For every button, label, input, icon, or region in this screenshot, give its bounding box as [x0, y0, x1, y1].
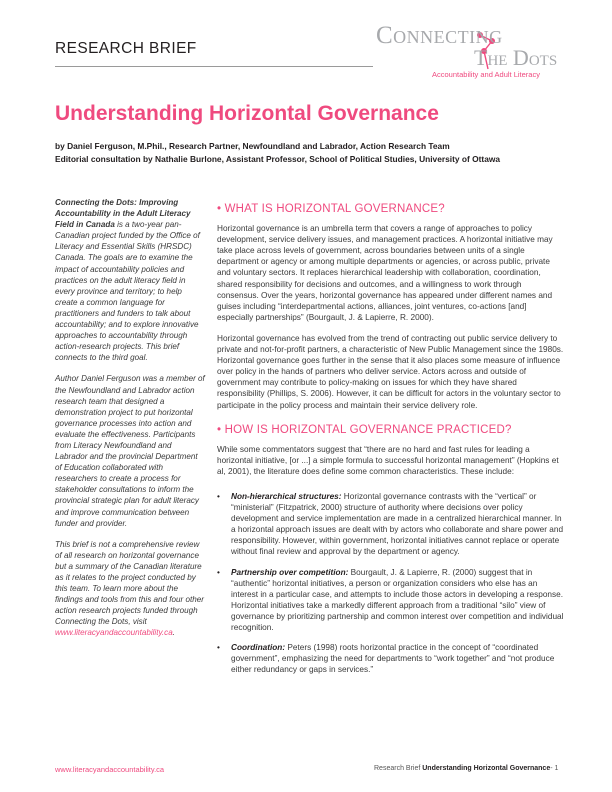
- sidebar-project-title: Connecting the Dots: Improving Accountability in the Adult Literacy Field in Canada: [55, 198, 191, 230]
- brief-label: RESEARCH BRIEF: [55, 40, 197, 57]
- section1-paragraph-1: Horizontal governance is an umbrella term that covers a range of approaches to policy development, service delivery issues, and management practices. A horizontal initiative may take place across levels of government, across boundaries between units of a single department or agency or among multiple departments or agencies, or across public, private and voluntary sectors. It replaces hierarchical leadership with collaboration, coordination, shared responsibility for decisions and outcomes, and a willingness to work through consensus. Over the years, horizontal governance has appeared under different names and guises including “interdepartmental actions, alliances, joint ventures, co-actions [and] especially partnerships” (Bourgault, J. & Lapierre, R. 2000).: [217, 224, 553, 322]
- characteristics-list: [217, 491, 565, 675]
- sidebar: [55, 197, 205, 649]
- section-heading-how: • HOW IS HORIZONTAL GOVERNANCE PRACTICED?: [217, 423, 512, 436]
- sidebar-project-description: [55, 197, 205, 363]
- list-item: [217, 642, 565, 675]
- byline-author: by Daniel Ferguson, M.Phil., Research Partner, Newfoundland and Labrador, Action Research Team: [55, 141, 450, 151]
- bullet-icon: •: [217, 643, 220, 653]
- logo-word-connecting: Connecting: [376, 22, 503, 49]
- list-item-text: Peters (1998) roots horizontal practice in the concept of “coordinated government”, emphasizing the need for departments to “work together” and “not produce either redundancy or gaps in services.”: [231, 643, 555, 675]
- header-rule: [55, 66, 373, 67]
- page-title: Understanding Horizontal Governance: [55, 102, 439, 125]
- byline-editor: Editorial consultation by Nathalie Burlone, Assistant Professor, School of Political Studies, University of Ottawa: [55, 153, 501, 164]
- list-item-text: Horizontal governance contrasts with the “vertical” or “ministerial” (Fitzpatrick, 2000) structure of authority where decisions over policy development and service implementation are made in a centralized hierarchical manner. In a horizontal approach issues are dealt with by actors who collaborate and share power and responsibility. However, within government, horizontal initiatives cannot replace or operate without final review and approval by the department or agency.: [231, 491, 564, 557]
- connecting-the-dots-logo: [374, 22, 564, 86]
- list-item-term: Partnership over competition:: [231, 567, 349, 577]
- section2-intro: While some commentators suggest that “there are no hard and fast rules for leading a horizontal initiative, [or ...] a simple formula to successful horizontal management” (Hopkins et al, 2001), the literature does define some common characteristics. These include:: [217, 444, 559, 476]
- main-content: [217, 204, 565, 684]
- sidebar-project-body: is a two-year pan-Canadian project funded by the Office of Literacy and Essential Skills (HRSDC) Canada. The goals are to examine the impact of accountability policies and practices on the adult literacy field in every province and territory; to help create a common language for practitioners and funders to talk about accountability; and to explore innovative approaches to accountability through action-research projects. This brief connects to the third goal.: [55, 220, 200, 363]
- list-item: [217, 491, 565, 558]
- list-item-term: Non-hierarchical structures:: [231, 491, 342, 501]
- sidebar-website-link[interactable]: www.literacyandaccountability.ca: [55, 628, 173, 638]
- section-heading-what: • WHAT IS HORIZONTAL GOVERNANCE?: [217, 203, 445, 215]
- section1-paragraph-2: Horizontal governance has evolved from the trend of contracting out public service delivery to private and not-for-profit partners, a characteristic of New Public Management since the 1980s. Horizontal governance goes further in the sense that it also places some measure of influence over policy in the hands of partners who deliver service. Actors across and outside of government may contribute to policy-making on issues for which they have shared responsibility (Phillips, S. 2006). However, it can be difficult for actors in the voluntary sector to participate in the policy process and maintain their service delivery role.: [217, 333, 564, 410]
- bullet-icon: •: [217, 491, 220, 501]
- sidebar-author-description: Author Daniel Ferguson was a member of the Newfoundland and Labrador action research team that designed a demonstration project to put horizontal governance processes into action and evaluate the effectiveness. Participants from Literacy Newfoundland and Labrador and the provincial Department of Education collaborated with researchers to create a process for stakeholder consultations to inform the provincial strategic plan for adult literacy and improve communication between funder and provider.: [55, 374, 205, 528]
- sidebar-disclaimer: [55, 539, 205, 639]
- logo-tagline: Accountability and Adult Literacy: [432, 70, 540, 79]
- sidebar-disclaimer-end: .: [172, 628, 175, 638]
- footer-brief-title: Understanding Horizontal Governance: [422, 765, 551, 772]
- logo-word-the-dots: The Dots: [474, 45, 558, 70]
- footer-page-info: [374, 765, 558, 772]
- footer-page-number: - 1: [550, 765, 559, 772]
- list-item-term: Coordination:: [231, 643, 286, 653]
- list-item-text: Bourgault, J. & Lapierre, R. (2000) suggest that in “authentic” horizontal initiatives, a person or organization considers who else has an interest in a particular case, and attempts to include those actors in developing a response. Horizontal initiatives take a markedly different approach from a traditional “silo” view of governance by prioritizing partnership and common interest over competition and individual recognition.: [231, 567, 564, 632]
- sidebar-disclaimer-text: This brief is not a comprehensive review of all research on horizontal governance but a summary of the Canadian literature as it relates to the project conducted by this team. To learn more about the findings and tools from this and four other action research projects funded through Connecting the Dots, visit: [55, 539, 204, 627]
- byline: [55, 140, 500, 165]
- footer-website-link[interactable]: www.literacyandaccountability.ca: [55, 765, 165, 774]
- list-item: [217, 567, 565, 634]
- bullet-icon: •: [217, 567, 220, 577]
- footer-brief-label: Research Brief: [374, 765, 423, 772]
